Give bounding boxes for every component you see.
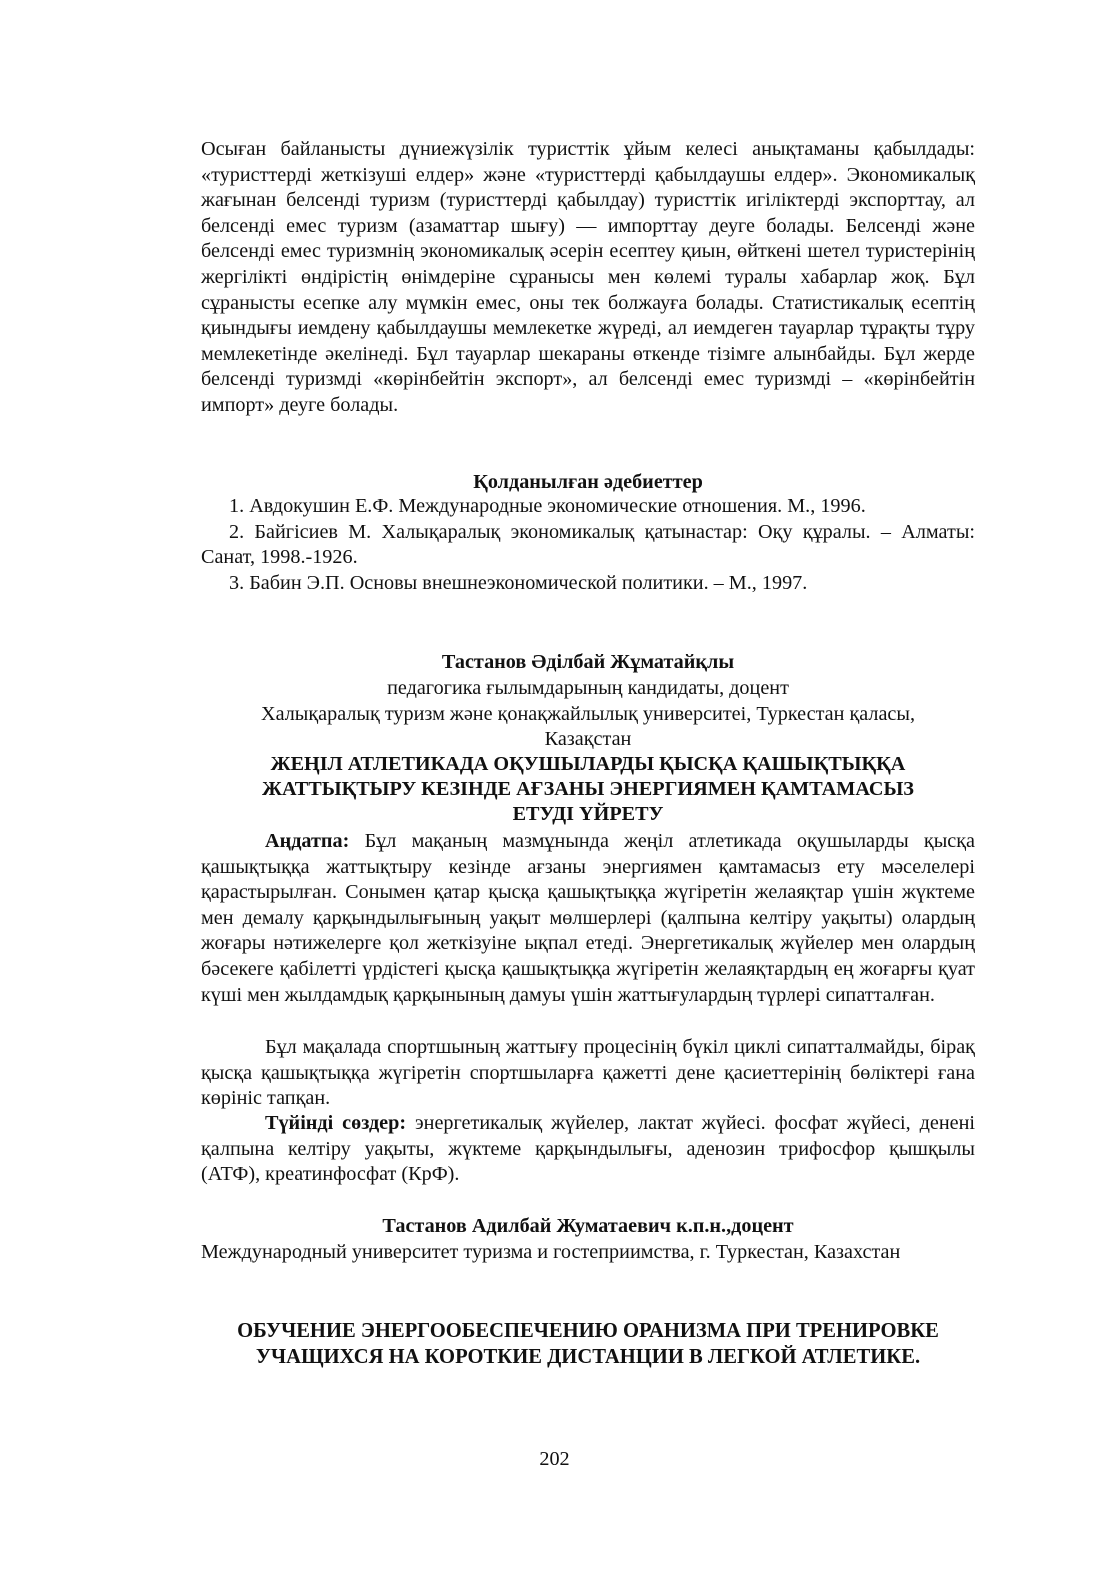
page-number: 202	[539, 1448, 570, 1470]
kazakh-abstract	[201, 829, 975, 1008]
references-list	[201, 494, 975, 596]
keywords-label: Түйінді сөздер:	[265, 1112, 407, 1134]
kazakh-author-name: Тастанов Әділбай Жұматайқлы	[441, 651, 735, 673]
reference-item-2: 2. Байгісиев М. Халықаралық экономикалық қатынастар: Оқу құралы. – Алматы: Санат, 1998.-1926.	[201, 520, 975, 569]
russian-affiliation: Международный университет туризма и гостеприимства, г. Туркестан, Казахстан	[201, 1241, 901, 1263]
kazakh-author-degree: педагогика ғылымдарының кандидаты, доцент	[387, 677, 789, 699]
kazakh-affiliation-line2: Казақстан	[544, 728, 632, 750]
kazakh-title-line1: ЖЕҢІЛ АТЛЕТИКАДА ОҚУШЫЛАРДЫ ҚЫСҚА ҚАШЫҚТЫҚҚА	[270, 753, 906, 775]
reference-item-3: 3. Бабин Э.П. Основы внешнеэкономической политики. – М., 1997.	[229, 571, 808, 594]
kazakh-title-line2: ЖАТТЫҚТЫРУ КЕЗІНДЕ АҒЗАНЫ ЭНЕРГИЯМЕН ҚАМТАМАСЫЗ	[262, 778, 914, 800]
keywords-text: энергетикалық жүйелер, лактат жүйесі. фосфат жүйесі, денені қалпына келтіру уақыты, жүктеме қарқындылығы, аденозин трифосфор қышқылы (АТФ), креатинфосфат (КрФ).	[201, 1112, 975, 1186]
russian-title-line1: ОБУЧЕНИЕ ЭНЕРГООБЕСПЕЧЕНИЮ ОРАНИЗМА ПРИ ТРЕНИРОВКЕ	[237, 1320, 939, 1342]
russian-title-line2: УЧАЩИХСЯ НА КОРОТКИЕ ДИСТАНЦИИ В ЛЕГКОЙ АТЛЕТИКЕ.	[255, 1346, 921, 1368]
references-heading: Қолданылған әдебиеттер	[473, 471, 703, 493]
reference-item-1: 1. Авдокушин Е.Ф. Международные экономические отношения. М., 1996.	[229, 495, 866, 517]
kazakh-abstract-paragraph-2: Бұл мақалада спортшының жаттығу процесінің бүкіл циклі сипатталмайды, бірақ қысқа қашықтыққа жүгіретін спортшыларға қажетті дене қасиеттерінің бөліктері ғана көрініс тапқан.	[201, 1036, 975, 1110]
russian-author-name: Тастанов Адилбай Жуматаевич к.п.н.,доцент	[382, 1215, 794, 1237]
abstract-text: Бұл мақаның мазмұнында жеңіл атлетикада оқушыларды қысқа қашықтыққа жаттықтыру кезінде ағзаны энергиямен қамтамасыз ету мәселелері қарастырылған. Сонымен қатар қысқа қашықтыққа жүгіретін желаяқтар үшін жүктеме мен демалу қарқындылығының уақыт мөлшерлері (қалпына келтіру уақыты) олардың жоғары нәтижелерге қол жеткізуіне ықпал етеді. Энергетикалық жүйелер мен олардың бәсекеге қабілетті үрдістегі қысқа қашықтыққа жүгіретін желаяқтардың ең жоғарғы қуат күші мен жылдамдық қарқынының дамуы үшін жаттығулардың түрлері сипатталған.	[201, 830, 975, 1006]
kazakh-title-line3: ЕТУДІ ҮЙРЕТУ	[512, 803, 664, 825]
kazakh-affiliation-line1: Халықаралық туризм және қонақжайлылық университеі, Туркестан қаласы,	[260, 703, 916, 725]
kazakh-keywords	[201, 1111, 975, 1188]
intro-paragraph: Осыған байланысты дүниежүзілік туристтік ұйым келесі анықтаманы қабылдады: «туристтерді жеткізуші елдер» және «туристтерді қабылдаушы елдер». Экономикалық жағынан белсенді туризм (туристтерді қабылдау) туристтік игіліктерді экспорттау, ал белсенді емес туризм (азаматтар шығу) — импорттау деуге болады. Белсенді және белсенді емес туризмнің экономикалық әсерін есептеу қиын, өйткені шетел туристерінің жергілікті өндірістің өнімдеріне сұранысы мен көлемі туралы хабарлар жоқ. Бұл сұранысты есепке алу мүмкін емес, оны тек болжауға болады. Статистикалық есептің қиындығы иемдену қабылдаушы мемлекетке жүреді, ал иемдеген тауарлар тұрақты тұру мемлекетінде әкелінеді. Бұл тауарлар шекараны өткенде тізімге алынбайды. Бұл жерде белсенді туризмді «көрінбейтін экспорт», ал белсенді емес туризмді – «көрінбейтін импорт» деуге болады.	[201, 138, 975, 416]
abstract-label: Аңдатпа:	[265, 830, 350, 852]
